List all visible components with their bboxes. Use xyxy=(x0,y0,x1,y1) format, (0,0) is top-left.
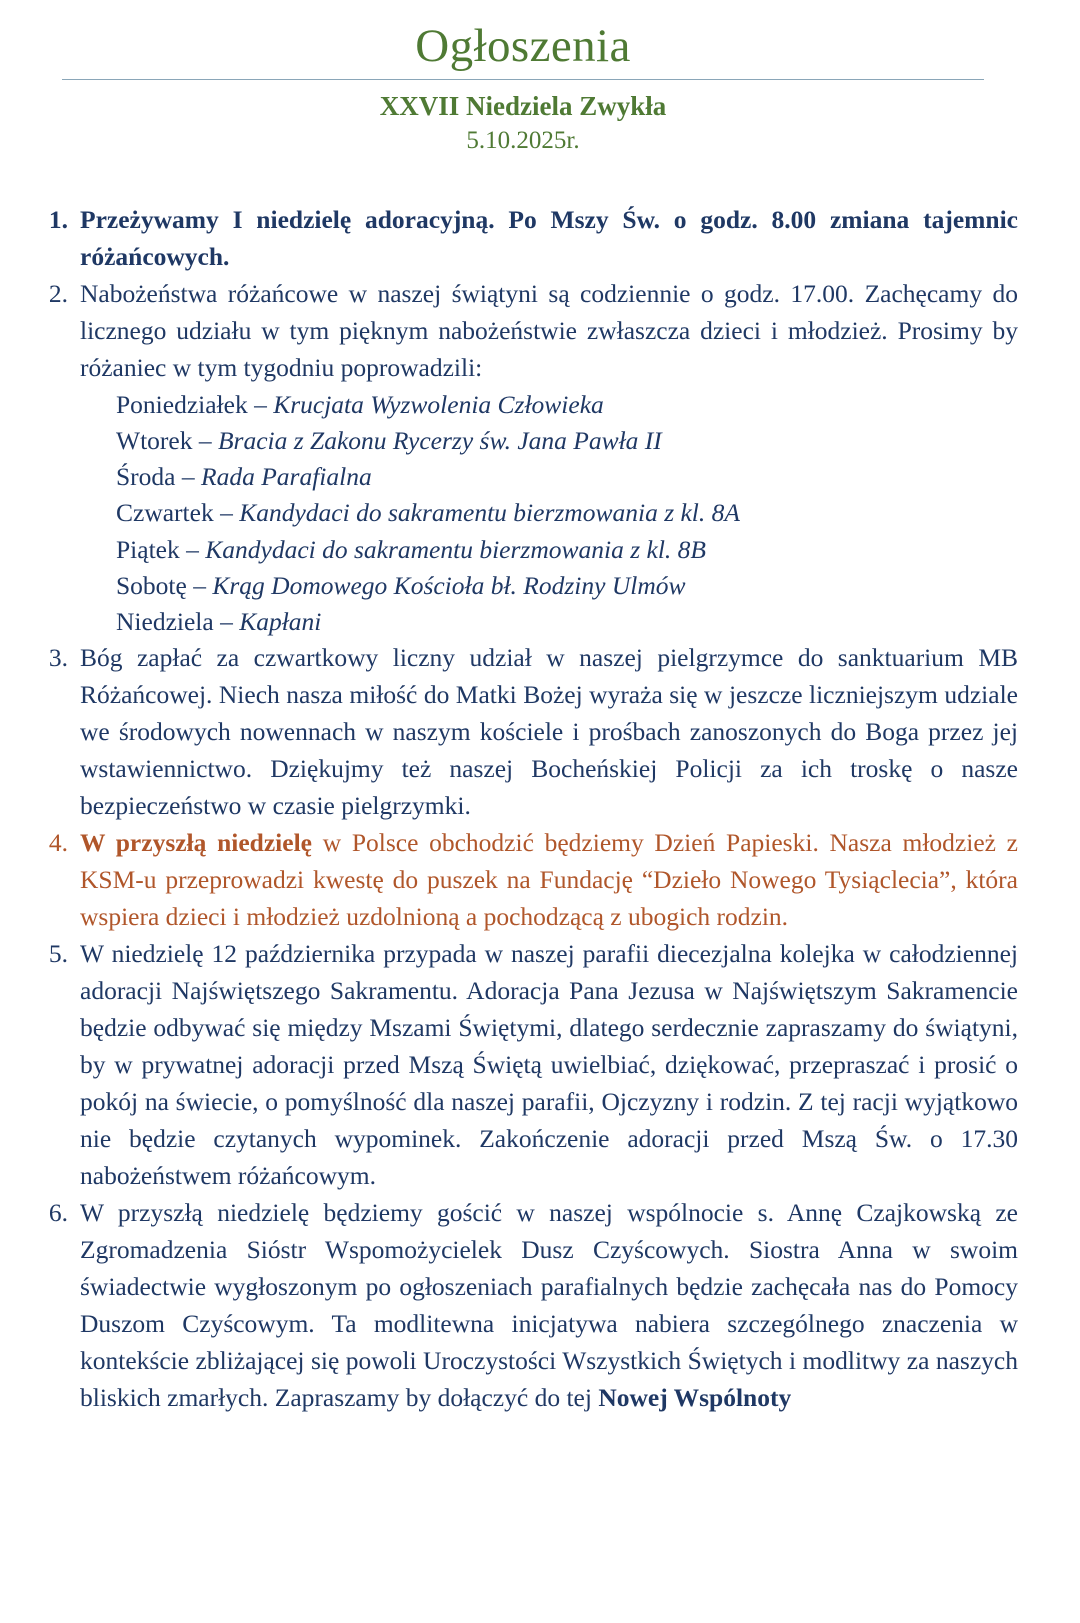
list-item-number: 4. xyxy=(48,827,68,857)
list-item xyxy=(28,202,1018,276)
list-item xyxy=(116,604,1018,640)
schedule-group: Kapłani xyxy=(239,606,322,636)
title-divider xyxy=(62,79,984,80)
list-item-text: Bóg zapłać za czwartkowy liczny udział w naszej pielgrzymce do sanktuarium MB Różańcowej. Niech nasza miłość do Matki Bożej wyraża się w jeszcze liczniejszym udziale we środowych nowennach w naszym kościele i prośbach zanoszonych do Boga przez jej wstawiennictwo. Dziękujmy też naszej Bocheńskiej Policji za ich troskę o nasze bezpieczeństwo w czasie pielgrzymki. xyxy=(80,643,1018,821)
schedule-day: Poniedziałek – xyxy=(116,389,267,419)
list-item-text: W niedzielę 12 października przypada w naszej parafii diecezjalna kolejka w całodziennej adoracji Najświętszego Sakramentu. Adoracja Pana Jezusa w Najświętszym Sakramencie będzie odbywać się między Mszami Świętymi, dlatego serdecznie zapraszamy do świątyni, by w prywatnej adoracji przed Mszą Świętą uwielbiać, dziękować, przepraszać i prosić o pokój na świecie, o pomyślność dla naszej parafii, Ojczyzny i rodzin. Z tej racji wyjątkowo nie będzie czytanych wypominek. Zakończenie adoracji przed Mszą Św. o 17.30 nabożeństwem różańcowym. xyxy=(80,938,1018,1190)
schedule-day: Czwartek – xyxy=(116,498,233,528)
list-item-text xyxy=(80,1195,1018,1417)
list-item xyxy=(116,495,1018,531)
list-item xyxy=(116,568,1018,604)
list-item xyxy=(28,1195,1018,1417)
list-item xyxy=(116,459,1018,495)
list-item xyxy=(28,276,1018,640)
page-title: Ogłoszenia xyxy=(415,20,631,72)
list-item xyxy=(28,936,1018,1195)
schedule-group: Kandydaci do sakramentu bierzmowania z kl. 8A xyxy=(239,498,740,528)
document-date: 5.10.2025r. xyxy=(466,127,580,155)
list-item-number: 1. xyxy=(48,204,68,234)
list-item xyxy=(28,640,1018,825)
list-item-text: Nabożeństwa różańcowe w naszej świątyni są codziennie o godz. 17.00. Zachęcamy do licznego udziału w tym pięknym nabożeństwie zwłaszcza dzieci i młodzież. Prosimy by różaniec w tym tygodniu poprowadzili: xyxy=(80,278,1018,382)
list-item-number: 2. xyxy=(48,278,68,308)
list-item-body: W przyszłą niedzielę będziemy gościć w naszej wspólnocie s. Annę Czajkowską ze Zgromadzenia Sióstr Wspomożycielek Dusz Czyścowych. Siostra Anna w swoim świadectwie wygłoszonym po ogłoszeniach parafialnych będzie zachęcała nas do Pomocy Duszom Czyścowym. Ta modlitewna inicjatywa nabiera szczególnego znaczenia w kontekście zbliżającej się powoli Uroczystości Wszystkich Świętych i modlitwy za naszych bliskich zmarłych. Zapraszamy by dołączyć do tej xyxy=(80,1197,1018,1412)
list-item-number: 3. xyxy=(48,643,68,673)
schedule-group: Krąg Domowego Kościoła bł. Rodziny Ulmów xyxy=(212,570,686,600)
schedule-group: Bracia z Zakonu Rycerzy św. Jana Pawła II xyxy=(217,425,662,455)
schedule-group: Kandydaci do sakramentu bierzmowania z kl. 8B xyxy=(205,534,706,564)
schedule-group: Rada Parafialna xyxy=(201,462,372,492)
schedule-day: Niedziela – xyxy=(116,606,233,636)
list-item-text xyxy=(80,825,1018,936)
announcement-list xyxy=(28,202,1018,1417)
list-item-tail-bold: Nowej Wspólnoty xyxy=(598,1382,792,1412)
rosary-schedule-list xyxy=(80,387,1018,640)
schedule-day: Wtorek – xyxy=(116,425,212,455)
schedule-day: Piątek – xyxy=(116,534,199,564)
list-item xyxy=(28,825,1018,936)
list-item-text: Przeżywamy I niedzielę adoracyjną. Po Mszy Św. o godz. 8.00 zmiana tajemnic różańcowych. xyxy=(80,204,1018,271)
list-item xyxy=(116,387,1018,423)
list-item-number: 6. xyxy=(48,1197,68,1227)
list-item xyxy=(116,423,1018,459)
list-item-body: w Polsce obchodzić będziemy Dzień Papieski. Nasza młodzież z KSM-u przeprowadzi kwestę do puszek na Fundację “Dzieło Nowego Tysiąclecia”, która wspiera dzieci i młodzież uzdolnioną a pochodzącą z ubogich rodzin. xyxy=(80,827,1019,931)
schedule-day: Sobotę – xyxy=(116,570,206,600)
list-item xyxy=(116,532,1018,568)
schedule-group: Krucjata Wyzwolenia Człowieka xyxy=(273,389,604,419)
list-item-number: 5. xyxy=(48,938,68,968)
schedule-day: Środa – xyxy=(116,462,195,492)
document-subtitle: XXVII Niedziela Zwykła xyxy=(379,90,667,121)
list-item-lead: W przyszłą niedzielę xyxy=(80,827,312,857)
